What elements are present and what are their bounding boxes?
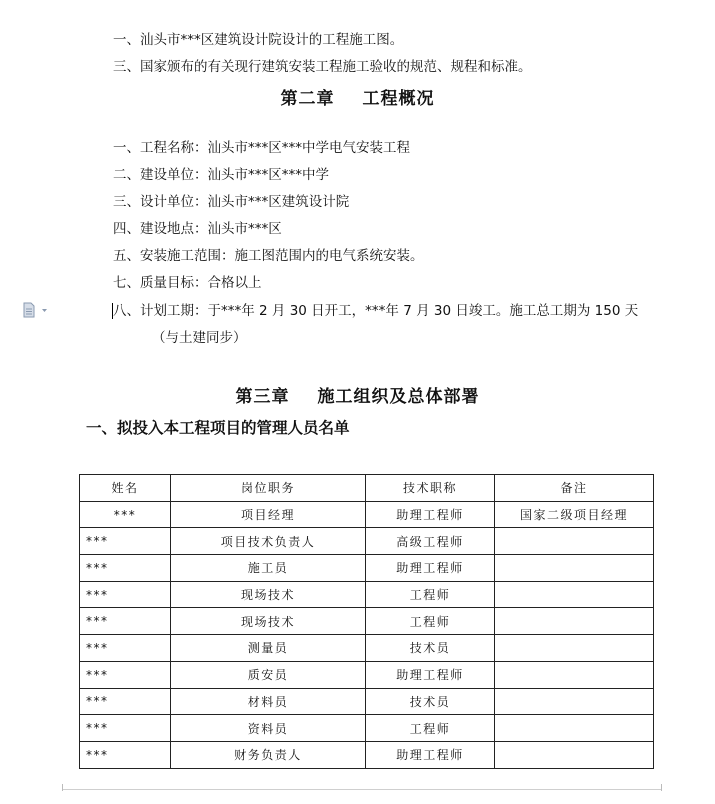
cell-title: 助理工程师 <box>366 501 495 528</box>
cell-name: *** <box>80 528 171 555</box>
chapter-3-heading <box>0 382 715 407</box>
cell-remark <box>495 608 654 635</box>
table-row <box>80 528 654 555</box>
overview-item-designer: 三、设计单位：汕头市***区建筑设计院 <box>113 194 350 210</box>
cell-name: *** <box>80 635 171 662</box>
cell-remark <box>495 715 654 742</box>
cell-position: 项目技术负责人 <box>171 528 366 555</box>
header-remark: 备注 <box>495 475 654 502</box>
overview-item-schedule: 八、计划工期：于***年 2 月 30 日开工，***年 7 月 30 日竣工。施工总工期为 150 天 <box>113 303 639 319</box>
chapter-2-heading <box>0 84 715 109</box>
cell-remark <box>495 635 654 662</box>
cell-name: *** <box>80 501 171 528</box>
overview-item-quality: 七、质量目标：合格以上 <box>113 275 262 291</box>
document-icon[interactable] <box>22 302 50 318</box>
cell-remark <box>495 688 654 715</box>
table-row <box>80 555 654 582</box>
cell-name: *** <box>80 715 171 742</box>
table-row <box>80 661 654 688</box>
cell-remark <box>495 581 654 608</box>
cell-title: 技术员 <box>366 635 495 662</box>
table-row <box>80 501 654 528</box>
table-row <box>80 688 654 715</box>
cell-remark: 国家二级项目经理 <box>495 501 654 528</box>
cell-position: 现场技术 <box>171 608 366 635</box>
cell-position: 测量员 <box>171 635 366 662</box>
table-row <box>80 608 654 635</box>
overview-item-project-name: 一、工程名称：汕头市***区***中学电气安装工程 <box>113 140 410 156</box>
cell-title: 工程师 <box>366 715 495 742</box>
cell-title: 助理工程师 <box>366 661 495 688</box>
chapter-3-number: 第三章 <box>235 387 290 407</box>
section-1-title: 一、拟投入本工程项目的管理人员名单 <box>86 418 350 437</box>
cell-title: 高级工程师 <box>366 528 495 555</box>
table-row <box>80 581 654 608</box>
chapter-3-title: 施工组织及总体部署 <box>317 387 480 407</box>
header-position: 岗位职务 <box>171 475 366 502</box>
cell-remark <box>495 741 654 768</box>
overview-item-scope: 五、安装施工范围：施工图范围内的电气系统安装。 <box>113 248 424 264</box>
table-row <box>80 741 654 768</box>
header-title: 技术职称 <box>366 475 495 502</box>
cell-name: *** <box>80 581 171 608</box>
cell-name: *** <box>80 741 171 768</box>
margin-mark-right <box>661 784 662 791</box>
header-name: 姓名 <box>80 475 171 502</box>
cell-title: 工程师 <box>366 608 495 635</box>
cell-remark <box>495 528 654 555</box>
cell-name: *** <box>80 608 171 635</box>
intro-item-3: 三、国家颁布的有关现行建筑安装工程施工验收的规范、规程和标准。 <box>113 59 532 75</box>
cell-title: 工程师 <box>366 581 495 608</box>
cell-remark <box>495 555 654 582</box>
overview-item-location: 四、建设地点：汕头市***区 <box>113 221 282 237</box>
overview-item-schedule-note: （与土建同步） <box>152 330 247 346</box>
table-row <box>80 715 654 742</box>
cell-title: 助理工程师 <box>366 741 495 768</box>
cell-title: 技术员 <box>366 688 495 715</box>
cell-position: 质安员 <box>171 661 366 688</box>
table-row <box>80 635 654 662</box>
cell-title: 助理工程师 <box>366 555 495 582</box>
overview-item-owner: 二、建设单位：汕头市***区***中学 <box>113 167 329 183</box>
cell-position: 材料员 <box>171 688 366 715</box>
page-bottom-margin <box>62 789 662 790</box>
cell-position: 施工员 <box>171 555 366 582</box>
cell-position: 现场技术 <box>171 581 366 608</box>
chapter-2-number: 第二章 <box>280 89 335 109</box>
staff-table <box>79 474 654 769</box>
chapter-2-title: 工程概况 <box>362 89 435 109</box>
cell-name: *** <box>80 688 171 715</box>
cell-remark <box>495 661 654 688</box>
table-header-row <box>80 475 654 502</box>
cell-position: 资料员 <box>171 715 366 742</box>
intro-item-1: 一、汕头市***区建筑设计院设计的工程施工图。 <box>113 32 404 48</box>
cell-name: *** <box>80 661 171 688</box>
cell-position: 财务负责人 <box>171 741 366 768</box>
cell-name: *** <box>80 555 171 582</box>
cell-position: 项目经理 <box>171 501 366 528</box>
margin-mark-left <box>62 784 63 791</box>
